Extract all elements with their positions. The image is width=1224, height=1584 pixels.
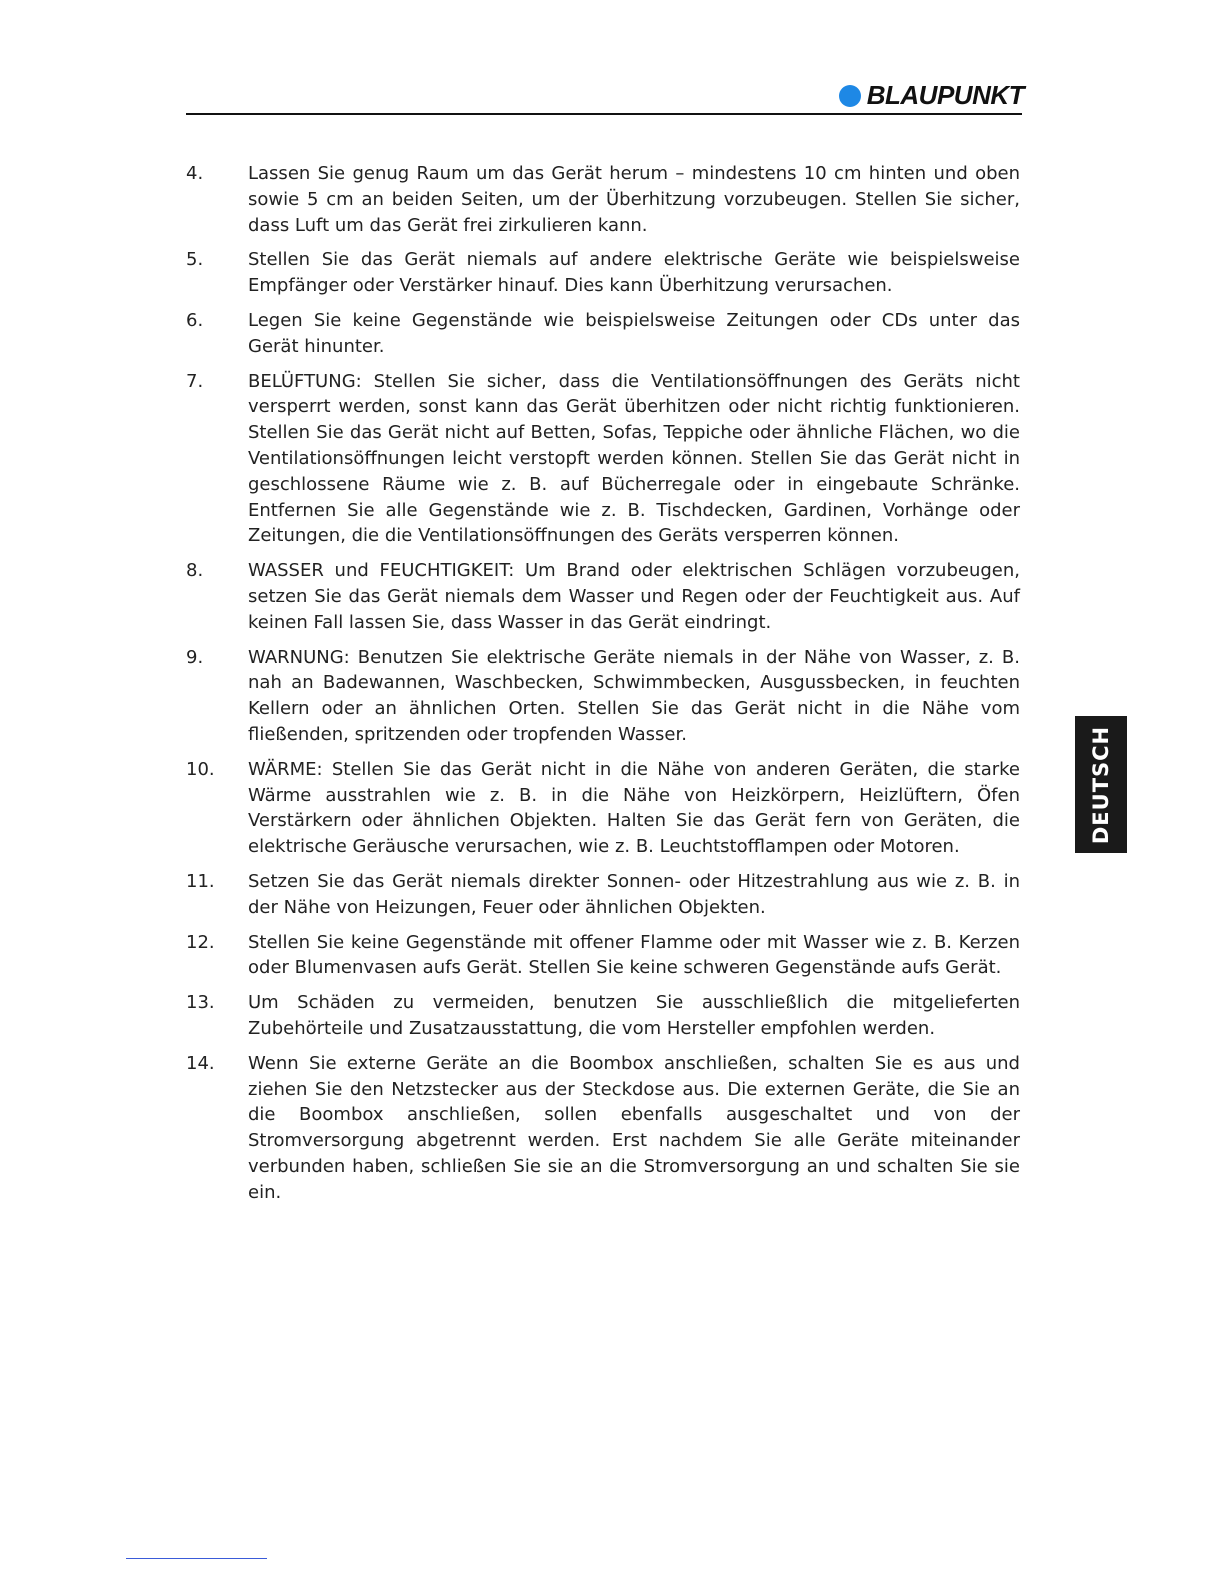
list-item — [186, 558, 1020, 635]
list-item — [186, 247, 1020, 299]
item-number: 6. — [186, 309, 204, 331]
list-item — [186, 930, 1020, 982]
item-number: 14. — [186, 1052, 215, 1074]
list-item — [186, 1051, 1020, 1206]
brand-name: BLAUPUNKT — [866, 80, 1024, 110]
list-item — [186, 308, 1020, 360]
item-number: 5. — [186, 249, 204, 271]
list-item — [186, 369, 1020, 550]
item-number: 4. — [186, 163, 204, 184]
footer-divider — [126, 1558, 267, 1559]
item-number: 12. — [186, 931, 215, 953]
item-text: Setzen Sie das Gerät niemals direkter Sonnen- oder Hitzestrahlung aus wie z. B. in der Nähe von Heizungen, Feuer oder ähnlichen Objekten. — [248, 870, 1020, 918]
item-number: 10. — [186, 758, 215, 780]
item-text: Stellen Sie keine Gegenstände mit offener Flamme oder mit Wasser wie z. B. Kerzen oder Blumenvasen aufs Gerät. Stellen Sie keine schweren Gegenstände aufs Gerät. — [248, 931, 1020, 979]
brand-logo — [839, 80, 1024, 111]
item-number: 7. — [186, 370, 204, 392]
item-number: 9. — [186, 646, 204, 668]
item-text: Lassen Sie genug Raum um das Gerät herum – mindestens 10 cm hinten und oben sowie 5 cm an beiden Seiten, um der Überhitzung vorzubeugen. Stellen Sie sicher, dass Luft um das Gerät frei zirkulieren kann. — [248, 163, 1020, 236]
item-text: WASSER und FEUCHTIGKEIT: Um Brand oder elektrischen Schlägen vorzubeugen, setzen Sie das Gerät niemals dem Wasser und Regen oder der Feuchtigkeit aus. Auf keinen Fall lassen Sie, dass Wasser in das Gerät eindringt. — [248, 560, 1020, 633]
list-item — [186, 645, 1020, 748]
language-tab — [1075, 716, 1127, 853]
item-number: 13. — [186, 992, 215, 1014]
item-number: 8. — [186, 560, 204, 582]
instruction-list — [186, 161, 1020, 1214]
brand-dot-icon — [839, 85, 861, 107]
list-item — [186, 869, 1020, 921]
item-text: Wenn Sie externe Geräte an die Boombox anschließen, schalten Sie es aus und ziehen Sie den Netzstecker aus der Steckdose aus. Die externen Geräte, die Sie an die Boombox anschließen, sollen ebenfalls ausgeschaltet und von der Stromversorgung abgetrennt werden. Erst nachdem Sie alle Geräte miteinander verbunden haben, schließen Sie sie an die Stromversorgung an und schalten Sie sie ein. — [248, 1052, 1020, 1203]
list-item — [186, 757, 1020, 860]
item-text: WÄRME: Stellen Sie das Gerät nicht in die Nähe von anderen Geräten, die starke Wärme ausstrahlen wie z. B. in die Nähe von Heizkörpern, Heizlüftern, Öfen Verstärkern oder ähnlichen Objekten. Halten Sie das Gerät fern von Geräten, die elektrische Geräusche verursachen, wie z. B. Leuchtstofflampen oder Motoren. — [248, 758, 1020, 858]
item-text: Stellen Sie das Gerät niemals auf andere elektrische Geräte wie beispielsweise Empfänger oder Verstärker hinauf. Dies kann Überhitzung verursachen. — [248, 249, 1020, 297]
item-text: BELÜFTUNG: Stellen Sie sicher, dass die Ventilationsöffnungen des Geräts nicht versperrt werden, sonst kann das Gerät überhitzen oder nicht richtig funktionieren. Stellen Sie das Gerät nicht auf Betten, Sofas, Teppiche oder ähnliche Flächen, wo die Ventilationsöffnungen leicht verstopft werden können. Stellen Sie das Gerät nicht in geschlossene Räume wie z. B. auf Bücherregale oder in eingebaute Schränke. Entfernen Sie alle Gegenstände wie z. B. Tischdecken, Gardinen, Vorhänge oder Zeitungen, die die Ventilationsöffnungen des Geräts versperren können. — [248, 370, 1020, 547]
item-text: Um Schäden zu vermeiden, benutzen Sie ausschließlich die mitgelieferten Zubehörteile und Zusatzausstattung, die vom Hersteller empfohlen werden. — [248, 992, 1020, 1039]
item-number: 11. — [186, 870, 215, 892]
item-text: Legen Sie keine Gegenstände wie beispielsweise Zeitungen oder CDs unter das Gerät hinunter. — [248, 309, 1020, 357]
language-tab-label: DEUTSCH — [1089, 725, 1114, 844]
item-text: WARNUNG: Benutzen Sie elektrische Geräte niemals in der Nähe von Wasser, z. B. nah an Badewannen, Waschbecken, Schwimmbecken, Ausgussbecken, in feuchten Kellern oder an ähnlichen Orten. Stellen Sie das Gerät nicht in die Nähe vom fließenden, spritzenden oder tropfenden Wasser. — [248, 646, 1020, 745]
list-item — [186, 161, 1020, 238]
header-divider — [186, 113, 1022, 115]
list-item — [186, 990, 1020, 1042]
